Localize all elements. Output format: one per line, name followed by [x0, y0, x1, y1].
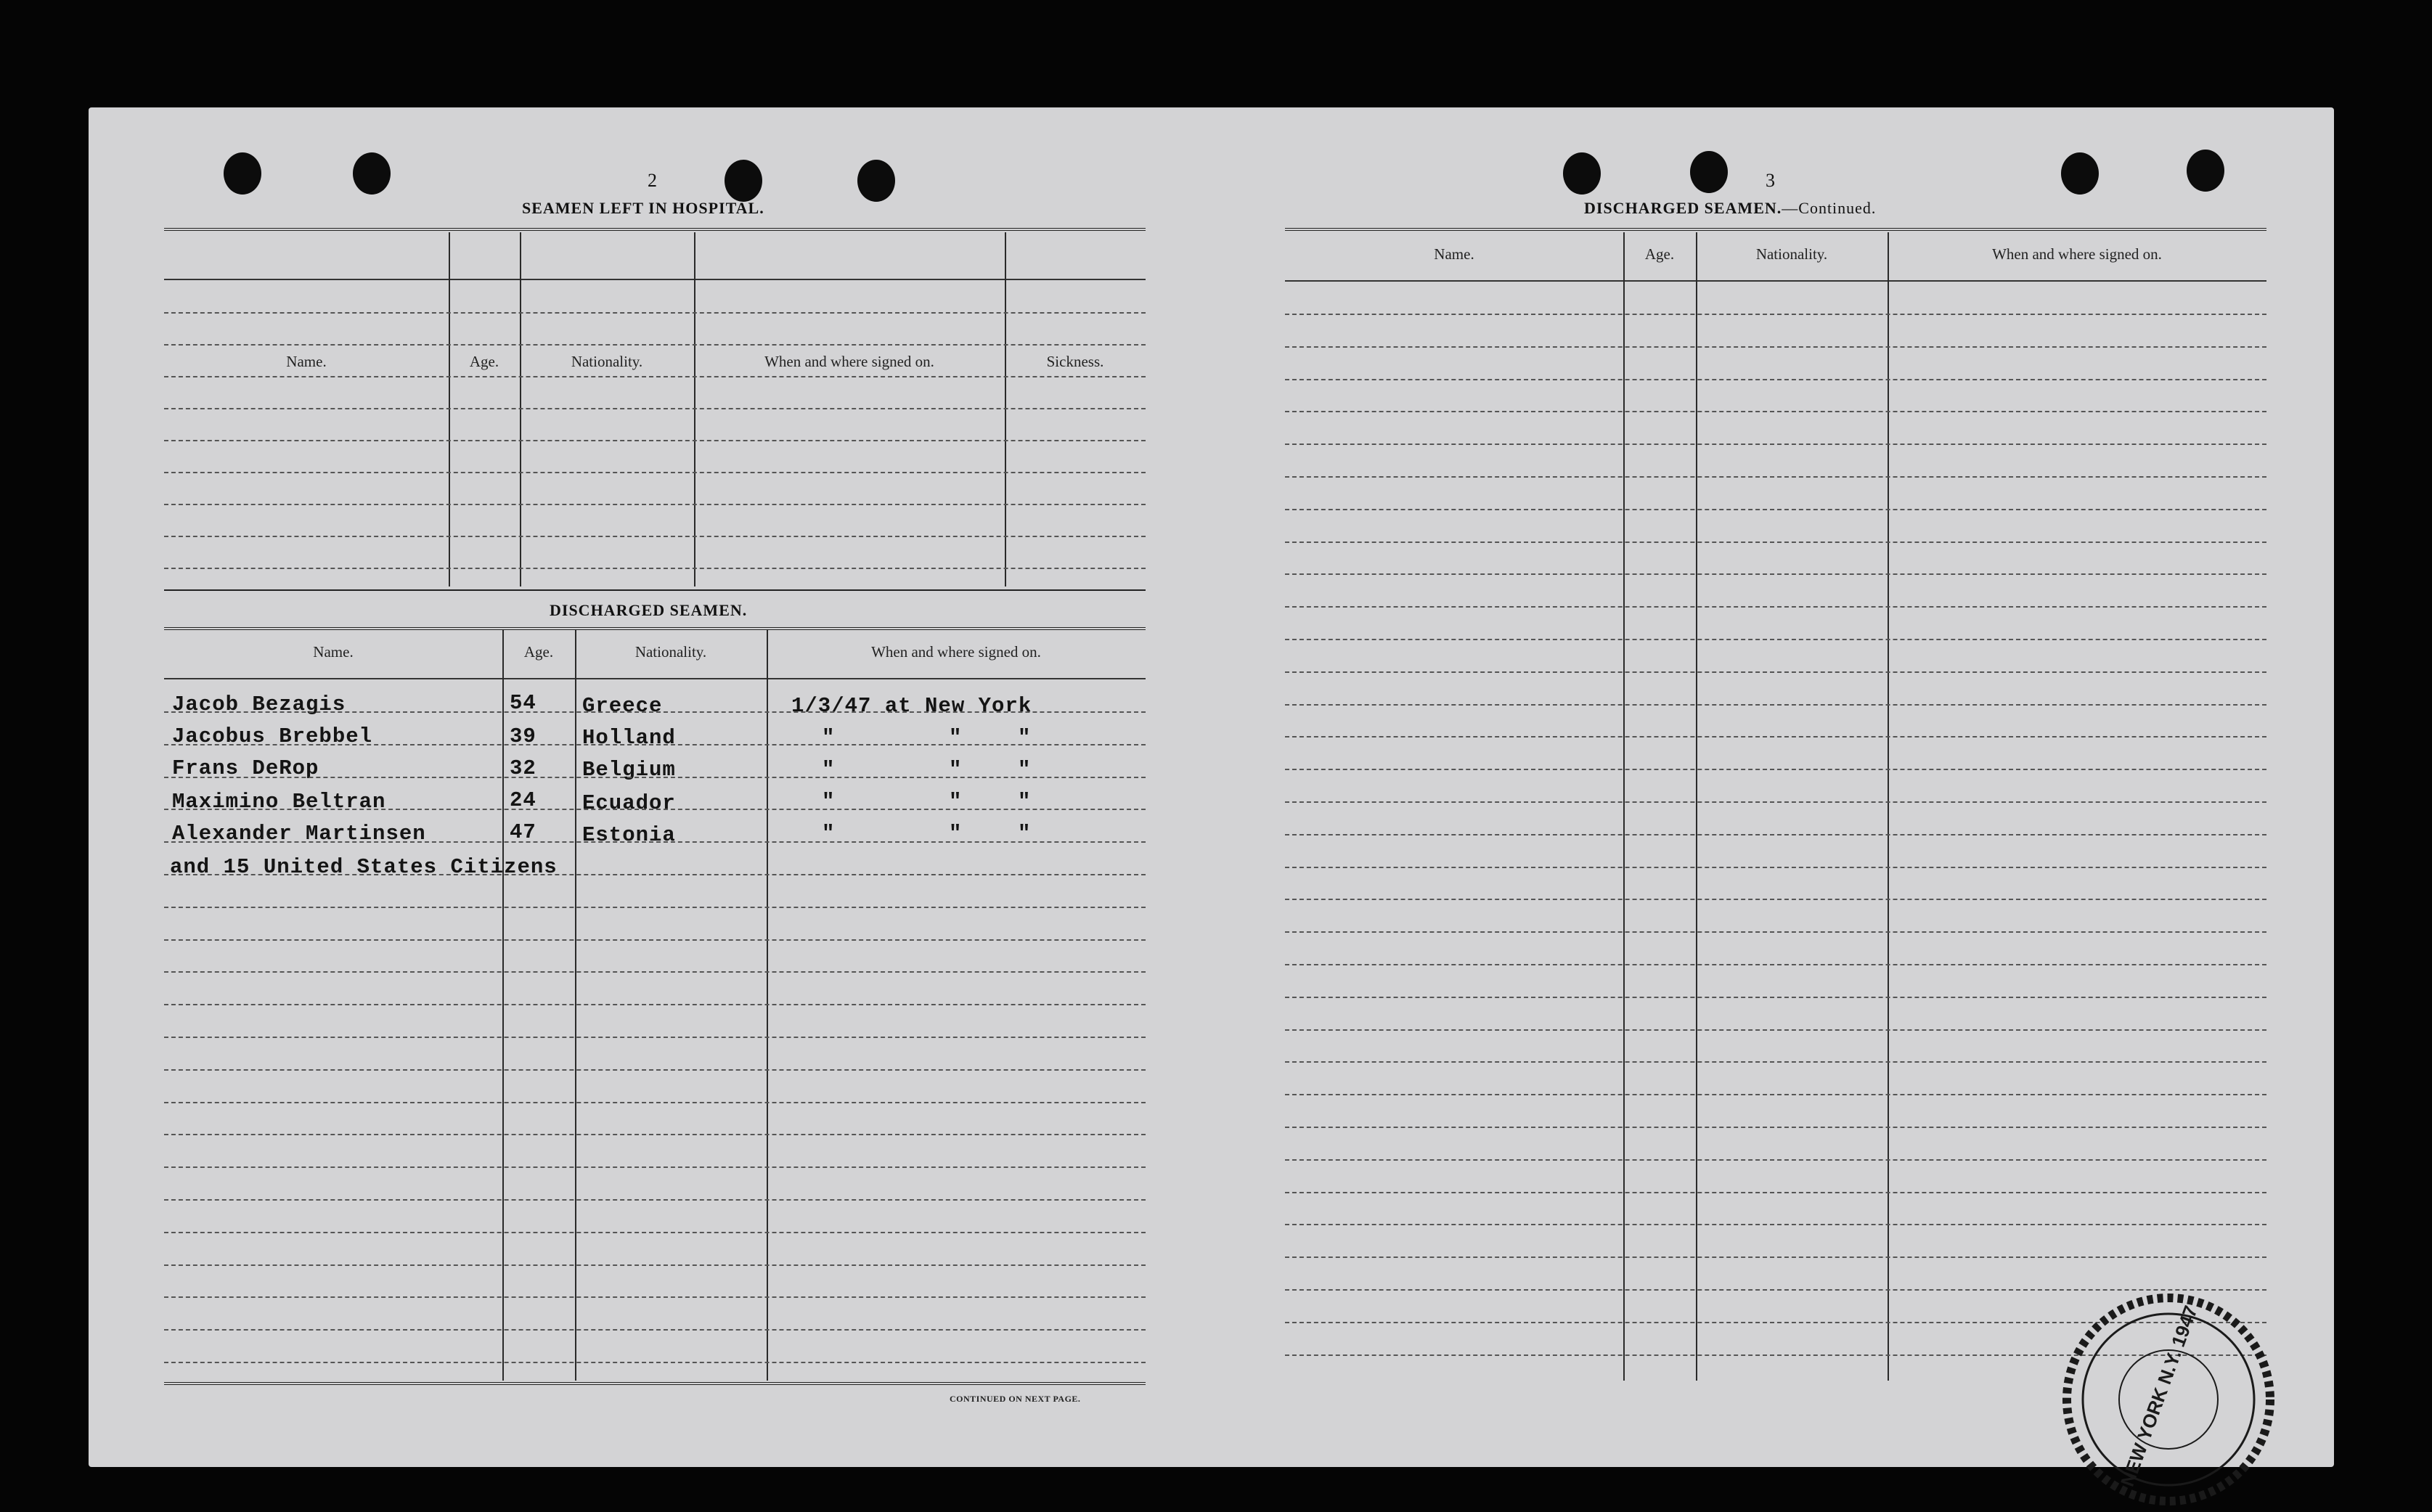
discharged-section-title: DISCHARGED SEAMEN. — [550, 601, 748, 619]
ditto-mark: " — [949, 726, 963, 750]
entry-nationality: Belgium — [582, 758, 676, 782]
ditto-mark: " — [822, 790, 836, 814]
right-row-line — [1285, 899, 2266, 900]
additional-line: and 15 United States Citizens — [170, 855, 558, 879]
ditto-mark: " — [822, 726, 836, 750]
ditto-mark: " — [949, 758, 963, 782]
discharged-header-line — [164, 678, 1146, 679]
entry-signed-on: 1/3/47 at New York — [791, 694, 1032, 718]
right-section-title-suffix: —Continued. — [1782, 199, 1877, 217]
ditto-mark: " — [1018, 822, 1032, 846]
discharged-row-line — [164, 1004, 1146, 1005]
entry-name: Jacobus Brebbel — [172, 724, 373, 748]
discharged-row-line — [164, 1069, 1146, 1071]
discharged-col-age: Age. — [523, 643, 554, 661]
right-page — [1221, 107, 2334, 1467]
hospital-column-divider — [694, 232, 695, 587]
entry-nationality: Ecuador — [582, 791, 676, 815]
entry-nationality: Estonia — [582, 823, 676, 847]
discharged-row-line — [164, 1134, 1146, 1135]
entry-name: Alexander Martinsen — [172, 822, 426, 846]
entry-age: 39 — [510, 724, 536, 748]
right-row-line — [1285, 1029, 2266, 1031]
postmark-stamp — [2056, 1287, 2281, 1512]
right-row-line — [1285, 704, 2266, 706]
discharged-row-line — [164, 777, 1146, 778]
hospital-column-divider — [520, 232, 521, 587]
right-col-age: Age. — [1644, 245, 1675, 263]
right-row-line — [1285, 1061, 2266, 1063]
discharged-row-line — [164, 744, 1146, 745]
right-header-line — [1285, 280, 2266, 282]
right-column-divider — [1888, 232, 1889, 1381]
discharged-row-line — [164, 1199, 1146, 1201]
discharged-row-line — [164, 841, 1146, 843]
entry-age: 54 — [510, 691, 536, 715]
hospital-header-line — [164, 279, 1146, 280]
entry-name: Frans DeRop — [172, 756, 319, 780]
binder-hole — [1563, 152, 1601, 195]
hospital-row-line — [164, 312, 1146, 314]
discharged-row-line — [164, 1102, 1146, 1103]
hospital-col-age: Age. — [469, 353, 499, 370]
right-col-signed-on: When and where signed on. — [1992, 245, 2162, 263]
binder-hole — [224, 152, 261, 195]
entry-nationality: Holland — [582, 726, 676, 750]
discharged-row-line — [164, 1329, 1146, 1331]
hospital-table — [164, 232, 1146, 592]
entry-age: 32 — [510, 756, 536, 780]
hospital-row-line — [164, 472, 1146, 473]
discharged-row-line — [164, 907, 1146, 908]
discharged-header-rule — [164, 627, 1146, 633]
discharged-row-line — [164, 1296, 1146, 1298]
hospital-row-line — [164, 440, 1146, 441]
right-column-divider — [1696, 232, 1697, 1381]
right-row-line — [1285, 509, 2266, 510]
discharged-row-line — [164, 1362, 1146, 1363]
right-row-line — [1285, 542, 2266, 543]
right-row-line — [1285, 1159, 2266, 1161]
hospital-column-divider — [1005, 232, 1006, 587]
discharged-row-line — [164, 971, 1146, 973]
continued-note: CONTINUED ON NEXT PAGE. — [950, 1394, 1081, 1404]
binder-hole — [857, 160, 895, 202]
binder-hole — [725, 160, 762, 202]
hospital-column-divider — [449, 232, 450, 587]
entry-age: 47 — [510, 820, 536, 844]
right-row-line — [1285, 671, 2266, 673]
right-row-line — [1285, 1256, 2266, 1258]
right-row-line — [1285, 346, 2266, 348]
discharged-bottom-rule — [164, 1382, 1146, 1388]
page-number: 2 — [648, 170, 657, 191]
right-row-line — [1285, 1192, 2266, 1193]
hospital-col-name: Name. — [286, 353, 327, 370]
discharged-row-line — [164, 874, 1146, 875]
right-row-line — [1285, 476, 2266, 478]
discharged-row-line — [164, 711, 1146, 713]
discharged-row-line — [164, 1037, 1146, 1038]
hospital-col-signed-on: When and where signed on. — [764, 353, 934, 370]
discharged-row-line — [164, 1232, 1146, 1233]
entry-nationality: Greece — [582, 694, 663, 718]
right-row-line — [1285, 964, 2266, 965]
right-col-name: Name. — [1434, 245, 1474, 263]
binder-hole — [2187, 150, 2224, 192]
right-row-line — [1285, 573, 2266, 575]
discharged-row-line — [164, 1264, 1146, 1266]
right-row-line — [1285, 801, 2266, 803]
right-row-line — [1285, 736, 2266, 737]
discharged-row-line — [164, 939, 1146, 941]
discharged-col-nationality: Nationality. — [634, 643, 707, 661]
right-row-line — [1285, 444, 2266, 445]
right-row-line — [1285, 1094, 2266, 1095]
right-column-divider — [1623, 232, 1625, 1381]
entry-name: Jacob Bezagis — [172, 692, 346, 716]
right-row-line — [1285, 867, 2266, 868]
hospital-col-sickness: Sickness. — [1046, 353, 1104, 370]
ditto-mark: " — [822, 822, 836, 846]
binder-hole — [2061, 152, 2099, 195]
right-row-line — [1285, 411, 2266, 412]
hospital-row-line — [164, 408, 1146, 409]
right-row-line — [1285, 379, 2266, 380]
hospital-row-line — [164, 504, 1146, 505]
stamp-text: NEW YORK N.Y. 1947 — [2115, 1302, 2202, 1489]
ditto-mark: " — [949, 822, 963, 846]
right-row-line — [1285, 639, 2266, 640]
ditto-mark: " — [1018, 790, 1032, 814]
hospital-row-line — [164, 568, 1146, 569]
right-row-line — [1285, 314, 2266, 315]
discharged-col-name: Name. — [313, 643, 354, 661]
hospital-row-line — [164, 376, 1146, 377]
right-row-line — [1285, 1224, 2266, 1225]
discharged-col-signed-on: When and where signed on. — [871, 643, 1041, 661]
ditto-mark: " — [1018, 758, 1032, 782]
right-row-line — [1285, 834, 2266, 835]
right-row-line — [1285, 769, 2266, 770]
right-row-line — [1285, 997, 2266, 998]
discharged-row-line — [164, 1166, 1146, 1168]
ditto-mark: " — [822, 758, 836, 782]
entry-name: Maximino Beltran — [172, 790, 386, 814]
binder-hole — [353, 152, 391, 195]
ditto-mark: " — [1018, 726, 1032, 750]
page-number: 3 — [1766, 170, 1775, 191]
right-row-line — [1285, 1127, 2266, 1128]
binder-hole — [1690, 151, 1728, 193]
ditto-mark: " — [949, 790, 963, 814]
discharged-top-rule — [164, 589, 1146, 591]
discharged-row-line — [164, 809, 1146, 810]
hospital-section-title: SEAMEN LEFT IN HOSPITAL. — [522, 199, 764, 217]
entry-age: 24 — [510, 788, 536, 812]
left-page — [89, 107, 1221, 1467]
right-section-title — [1584, 199, 1876, 218]
right-row-line — [1285, 931, 2266, 933]
right-row-line — [1285, 606, 2266, 608]
right-col-nationality: Nationality. — [1755, 245, 1828, 263]
hospital-col-nationality: Nationality. — [571, 353, 643, 370]
document-sheet — [89, 107, 2334, 1489]
hospital-row-line — [164, 344, 1146, 346]
right-top-rule — [1285, 228, 2266, 234]
hospital-row-line — [164, 536, 1146, 537]
right-section-title-main: DISCHARGED SEAMEN. — [1584, 199, 1782, 217]
